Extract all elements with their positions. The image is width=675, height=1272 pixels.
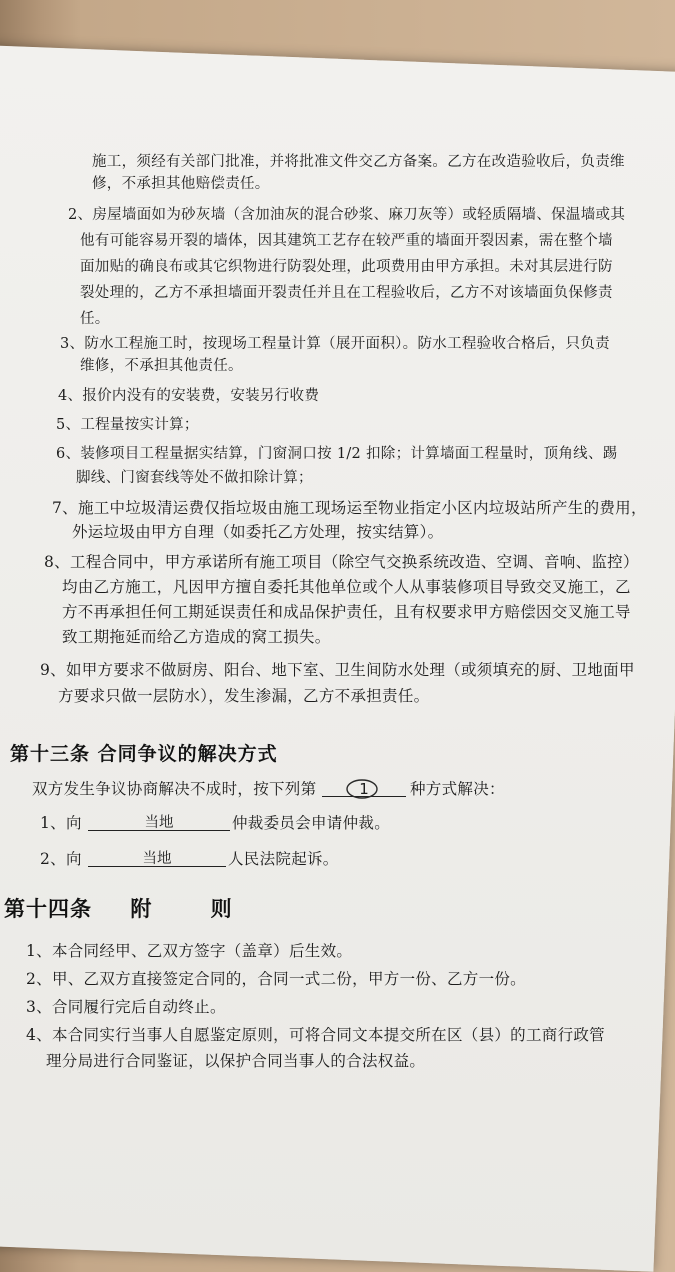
list-item: 面加贴的确良布或其它织物进行防裂处理，此项费用由甲方承担。未对其层进行防 <box>80 259 613 275</box>
list-item: 1、本合同经甲、乙双方签字（盖章）后生效。 <box>26 942 353 960</box>
clause13-intro-before: 双方发生争议协商解决不成时，按下列第 <box>32 780 317 798</box>
list-item: 3、合同履行完后自动终止。 <box>26 998 226 1016</box>
clause14-heading <box>4 898 233 919</box>
list-item: 方要求只做一层防水），发生渗漏，乙方不承担责任。 <box>58 687 430 705</box>
item1-continuation: 施工，须经有关部门批准，并将批准文件交乙方备案。乙方在改造验收后，负责维 <box>92 154 625 170</box>
clause13-heading: 第十三条 合同争议的解决方式 <box>10 743 278 765</box>
option-2-prefix: 2、向 <box>40 850 82 868</box>
list-item: 裂处理的，乙方不承担墙面开裂责任并且在工程验收后，乙方不对该墙面负保修责 <box>80 285 613 301</box>
list-item: 9、如甲方要求不做厨房、阳台、地下室、卫生间防水处理（或须填充的厨、卫地面甲 <box>40 661 635 679</box>
list-item: 3、防水工程施工时，按现场工程量计算（展开面积）。防水工程验收合格后，只负责 <box>60 336 610 352</box>
list-item: 致工期拖延而给乙方造成的窝工损失。 <box>62 628 331 646</box>
list-item: 理分局进行合同鉴证，以保护合同当事人的合法权益。 <box>46 1052 426 1070</box>
clause14-heading-number: 第十四条 <box>4 896 92 921</box>
clause13-intro-after: 种方式解决： <box>410 780 505 798</box>
list-item: 7、施工中垃圾清运费仅指垃圾由施工现场运至物业指定小区内垃圾站所产生的费用， <box>52 499 647 517</box>
list-item: 外运垃圾由甲方自理（如委托乙方处理，按实结算）。 <box>72 523 444 541</box>
list-item: 脚线、门窗套线等处不做扣除计算； <box>76 470 313 486</box>
clause14-heading-word2: 则 <box>210 896 233 921</box>
option-2-blank <box>88 852 226 867</box>
list-item: 5、工程量按实计算； <box>56 417 199 433</box>
option-1-value: 当地 <box>144 815 174 831</box>
option-1-prefix: 1、向 <box>40 814 82 832</box>
list-item: 他有可能容易开裂的墙体，因其建筑工艺存在较严重的墙面开裂因素，需在整个墙 <box>80 233 613 249</box>
option-1-blank <box>88 816 230 831</box>
chosen-option-value: 1 <box>359 780 369 798</box>
list-item: 任。 <box>80 311 110 327</box>
list-item: 均由乙方施工，凡因甲方擅自委托其他单位或个人从事装修项目导致交叉施工，乙 <box>62 578 631 596</box>
list-item: 2、房屋墙面如为砂灰墙（含加油灰的混合砂浆、麻刀灰等）或轻质隔墙、保温墙或其 <box>68 207 626 223</box>
list-item: 4、本合同实行当事人自愿鉴定原则，可将合同文本提交所在区（县）的工商行政管 <box>26 1026 605 1044</box>
option-1-suffix: 仲裁委员会申请仲裁。 <box>232 814 391 832</box>
list-item: 方不再承担任何工期延误责任和成品保护责任，且有权要求甲方赔偿因交叉施工导 <box>62 603 631 621</box>
list-item: 6、装修项目工程量据实结算，门窗洞口按 1/2 扣除；计算墙面工程量时，顶角线、踢 <box>56 446 618 462</box>
option-2-value: 当地 <box>142 851 172 867</box>
list-item: 4、报价内没有的安装费，安装另行收费 <box>58 388 320 404</box>
item1-continuation: 修，不承担其他赔偿责任。 <box>92 176 270 192</box>
list-item: 2、甲、乙双方直接签定合同的，合同一式二份，甲方一份、乙方一份。 <box>26 970 526 988</box>
handwritten-circle-icon <box>345 778 379 800</box>
list-item: 维修，不承担其他责任。 <box>80 358 243 374</box>
option-2-suffix: 人民法院起诉。 <box>228 850 339 868</box>
clause13-intro <box>32 782 316 798</box>
list-item: 8、工程合同中，甲方承诺所有施工项目（除空气交换系统改造、空调、音响、监控） <box>44 553 639 571</box>
clause14-heading-word1: 附 <box>130 896 153 921</box>
